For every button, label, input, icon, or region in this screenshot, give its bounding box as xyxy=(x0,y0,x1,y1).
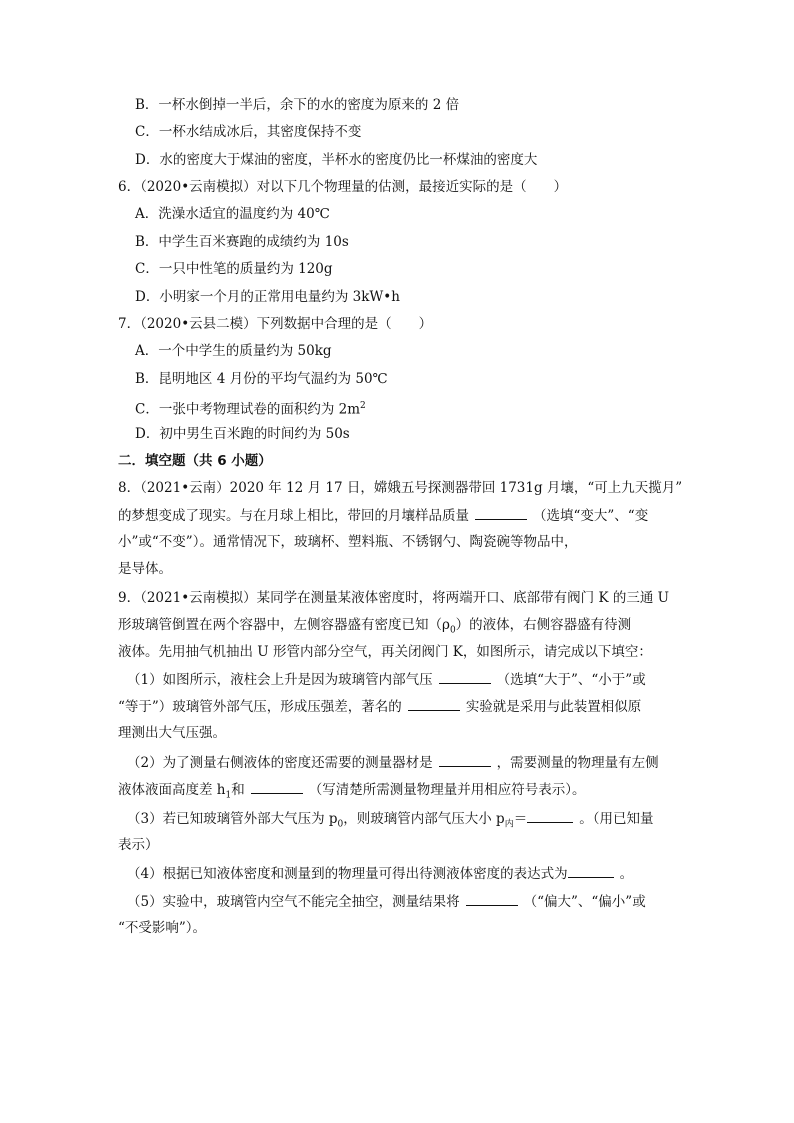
q9-line-1: 9．（2021•云南模拟）某同学在测量某液体密度时，将两端开口、底部带有阀门 K 的三通 U xyxy=(118,590,669,606)
q8-text: 的梦想变成了现实。与在月球上相比，带回的月壤样品质量 xyxy=(118,508,469,524)
q7-stem: 7．（2020•云县二模）下列数据中合理的是（ ） xyxy=(118,316,433,332)
q9-answer-blank-3[interactable] xyxy=(439,752,491,767)
q6-stem: 6．（2020•云南模拟）对以下几个物理量的估测，最接近实际的是（ ） xyxy=(118,179,568,195)
q9-text: ）的液体，右侧容器盛有待测 xyxy=(455,617,632,633)
q7-option-c-text: C．一张中考物理试卷的面积约为 2m xyxy=(135,401,361,418)
q9-subscript: 1 xyxy=(225,790,232,801)
q8-line-4 xyxy=(118,559,172,579)
q9-text: （写清楚所需测量物理量并用相应符号表示）。 xyxy=(308,782,586,798)
q9-sub3-line-2: 表示） xyxy=(118,837,159,853)
q9-text: ＝ xyxy=(513,811,528,827)
q7-option-d: D．初中男生百米跑的时间约为 50s xyxy=(135,426,350,442)
q9-text: （“偏大”、“偏小”或 xyxy=(523,894,646,910)
q9-text: （4）根据已知液体密度和测量到的物理量可得出待测液体密度的表达式为 xyxy=(127,866,568,882)
section-title-fill-in: 二．填空题（共 6 小题） xyxy=(118,453,272,469)
q7-option-b: B．昆明地区 4 月份的平均气温约为 50℃ xyxy=(135,371,388,387)
q6-option-a: A．洗澡水适宜的温度约为 40℃ xyxy=(135,206,330,222)
q9-sub3-line-1 xyxy=(127,808,653,835)
q6-option-d: D．小明家一个月的正常用电量约为 3kW•h xyxy=(135,289,400,305)
q9-text: 液体液面高度差 h xyxy=(118,782,226,798)
q9-text: “等于”）玻璃管外部气压，形成压强差，著名的 xyxy=(118,699,402,715)
q9-text: 形玻璃管倒置在两个容器中，左侧容器盛有密度已知（ρ xyxy=(118,617,450,633)
q9-text: 。（用已知量 xyxy=(579,811,654,827)
q8-line-1: 8．（2021•云南）2020 年 12 月 17 日，嫦娥五号探测器带回 1731g 月壤，“可上九天揽月” xyxy=(118,480,683,496)
q9-subscript: 内 xyxy=(504,819,514,830)
q8-line-3: 小”或“不变”）。通常情况下，玻璃杯、塑料瓶、不锈钢勺、陶瓷碗等物品中， xyxy=(118,534,578,550)
q9-text: 实验就是采用与此装置相似原 xyxy=(465,699,642,715)
q9-text: 和 xyxy=(231,782,245,798)
q9-sub1-line-3: 理测出大气压强。 xyxy=(118,725,226,741)
q9-sub1-line-2 xyxy=(118,696,641,717)
q7-option-c xyxy=(135,396,366,420)
q9-sub5-line-1 xyxy=(127,891,646,912)
q9-line-2 xyxy=(118,615,631,641)
q9-text: 。 xyxy=(619,866,634,882)
q9-subscript: 0 xyxy=(449,625,456,636)
q9-answer-blank-5[interactable] xyxy=(527,808,573,823)
q9-text: ，需要测量的物理量有左侧 xyxy=(496,755,659,771)
q6-option-b: B．中学生百米赛跑的成绩约为 10s xyxy=(135,234,349,250)
q8-text: 是导体。 xyxy=(118,561,172,577)
q8-answer-blank-1[interactable] xyxy=(475,505,527,520)
q9-answer-blank-2[interactable] xyxy=(408,696,460,711)
q9-text: （2）为了测量右侧液体的密度还需要的测量器材是 xyxy=(127,755,433,771)
q5-option-d: D．水的密度大于煤油的密度，半杯水的密度仍比一杯煤油的密度大 xyxy=(135,152,538,168)
q9-answer-blank-1[interactable] xyxy=(439,669,491,684)
q9-text: （3）若已知玻璃管外部大气压为 p xyxy=(127,811,338,827)
q6-option-c: C．一只中性笔的质量约为 120g xyxy=(135,261,333,277)
q5-option-c: C．一杯水结成冰后，其密度保持不变 xyxy=(135,124,362,140)
q9-sub2-line-2 xyxy=(118,779,585,806)
q7-option-c-exponent: 2 xyxy=(360,401,366,411)
q9-sub1-line-1 xyxy=(127,669,646,690)
q9-text: （1）如图所示，液柱会上升是因为玻璃管内部气压 xyxy=(127,672,433,688)
q9-text: （5）实验中，玻璃管内空气不能完全抽空，测量结果将 xyxy=(127,894,460,910)
q9-answer-blank-6[interactable] xyxy=(568,863,614,878)
q9-line-3: 液体。先用抽气机抽出 U 形管内部分空气，再关闭阀门 K，如图所示，请完成以下填空： xyxy=(118,644,652,660)
q8-line-2 xyxy=(118,505,648,526)
q7-option-a: A．一个中学生的质量约为 50kg xyxy=(135,343,332,359)
q9-subscript: 0 xyxy=(337,819,344,830)
q5-option-b: B．一杯水倒掉一半后，余下的水的密度为原来的 2 倍 xyxy=(135,97,460,113)
q9-text: ，则玻璃管内部气压大小 p xyxy=(343,811,505,827)
q9-text: （选填“大于”、“小于”或 xyxy=(496,672,646,688)
q9-answer-blank-7[interactable] xyxy=(466,891,518,906)
q9-sub2-line-1 xyxy=(127,752,659,773)
q8-text: （选填“变大”、“变 xyxy=(533,508,649,524)
q9-answer-blank-4[interactable] xyxy=(251,779,303,794)
q9-sub5-line-2: “不受影响”）。 xyxy=(118,920,207,936)
q9-sub4-line-1 xyxy=(127,863,633,884)
